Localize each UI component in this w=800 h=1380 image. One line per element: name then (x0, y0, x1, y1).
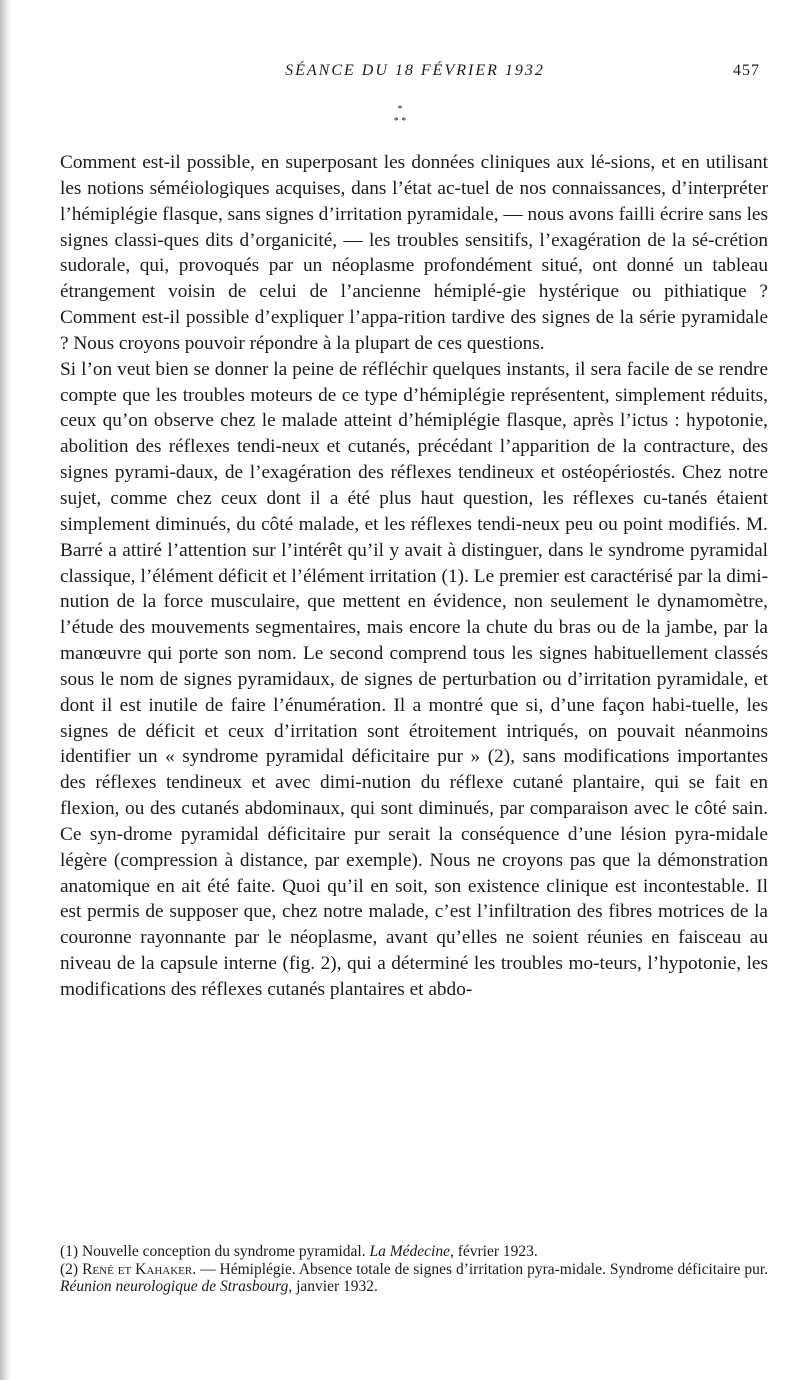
article-body (60, 150, 768, 1003)
running-head (60, 62, 770, 88)
running-head-title: SÉANCE DU 18 FÉVRIER 1932 (285, 62, 545, 79)
asterism-bottom: * * (393, 116, 407, 127)
footnote-2 (60, 1261, 768, 1296)
body-paragraph-1: Comment est-il possible, en superposant les données cliniques aux lé-sions, et en utilisant les notions séméiologiques acquises, dans l’état ac-tuel de nos connaissances, d’interpréter l’hémiplégie flasque, sans signes d’irritation pyramidale, — nous avons failli écrire sans les signes classi-ques dits d’organicité, — les troubles sensitifs, l’exagération de la sé-crétion sudorale, qui, provoqués par un néoplasme profondément situé, ont donné un tableau étrangement voisin de celui de l’ancienne hémiplé-gie hystérique ou pithiatique ? Comment est-il possible d’expliquer l’appa-rition tardive des signes de la série pyramidale ? Nous croyons pouvoir répondre à la plupart de ces questions. (60, 152, 768, 354)
footnote-1 (60, 1243, 768, 1261)
asterism-ornament (0, 104, 800, 128)
footnote-2-text: — Hémiplégie. Absence totale de signes d’irritation pyra-midale. Syndrome déficitaire pur. (196, 1260, 769, 1278)
footnotes (60, 1243, 768, 1296)
page-number: 457 (733, 62, 760, 79)
page-binding-shadow (0, 0, 12, 1380)
footnote-1-text: Nouvelle conception du syndrome pyramidal. (81, 1243, 370, 1260)
footnote-2-date: , janvier 1932. (288, 1278, 378, 1295)
footnote-1-number: (1) (60, 1243, 79, 1260)
footnote-1-journal: La Médecine (369, 1243, 450, 1260)
footnote-2-journal: Réunion neurologique de Strasbourg (60, 1278, 289, 1295)
footnote-2-authors: René et Kahaker. (82, 1260, 197, 1278)
body-paragraph-2: Si l’on veut bien se donner la peine de réfléchir quelques instants, il sera facile de se rendre compte que les troubles moteurs de ce type d’hémiplégie représentent, simplement réduits, ceux qu’on observe chez le malade atteint d’hémiplégie flasque, après l’ictus : hypotonie, abolition des réflexes tendi-neux et cutanés, précédant l’apparition de la contracture, des signes pyrami-daux, de l’exagération des réflexes tendineux et ostéopériostés. Chez notre sujet, comme chez ceux dont il a été plus haut question, les réflexes cu-tanés étaient simplement diminués, du côté malade, et les réflexes tendi-neux peu ou point modifiés. M. Barré a attiré l’attention sur l’intérêt qu’il y avait à distinguer, dans le syndrome pyramidal classique, l’élément déficit et l’élément irritation (1). Le premier est caractérisé par la dimi-nution de la force musculaire, que mettent en évidence, non seulement le dynamomètre, l’étude des mouvements segmentaires, mais encore la chute du bras ou de la jambe, par la manœuvre qui porte son nom. Le second comprend tous les signes habituellement classés sous le nom de signes pyramidaux, de signes de perturbation ou d’irritation pyramidale, et dont il est inutile de faire l’énumération. Il a montré que si, d’une façon habi-tuelle, les signes de déficit et ceux d’irritation sont étroitement intriqués, on pouvait néanmoins identifier un « syndrome pyramidal déficitaire pur » (2), sans modifications importantes des réflexes tendineux et avec dimi-nution du réflexe cutané plantaire, qui se fait en flexion, ou des cutanés abdominaux, qui sont diminués, par comparaison avec le côté sain. Ce syn-drome pyramidal déficitaire pur serait la conséquence d’une lésion pyra-midale légère (compression à distance, par exemple). Nous ne croyons pas que la démonstration anatomique en ait été faite. Quoi qu’il en soit, son existence clinique est incontestable. Il est permis de supposer que, chez notre malade, c’est l’infiltration des fibres motrices de la couronne rayonnante par le néoplasme, avant qu’elles ne soient réunies en faisceau au niveau de la capsule interne (fig. 2), qui a déterminé les troubles mo-teurs, l’hypotonie, les modifications des réflexes cutanés plantaires et abdo- (60, 358, 768, 1000)
footnote-2-number: (2) (60, 1260, 79, 1278)
footnote-1-date: , février 1923. (449, 1243, 538, 1260)
asterism-top: * (397, 104, 403, 115)
